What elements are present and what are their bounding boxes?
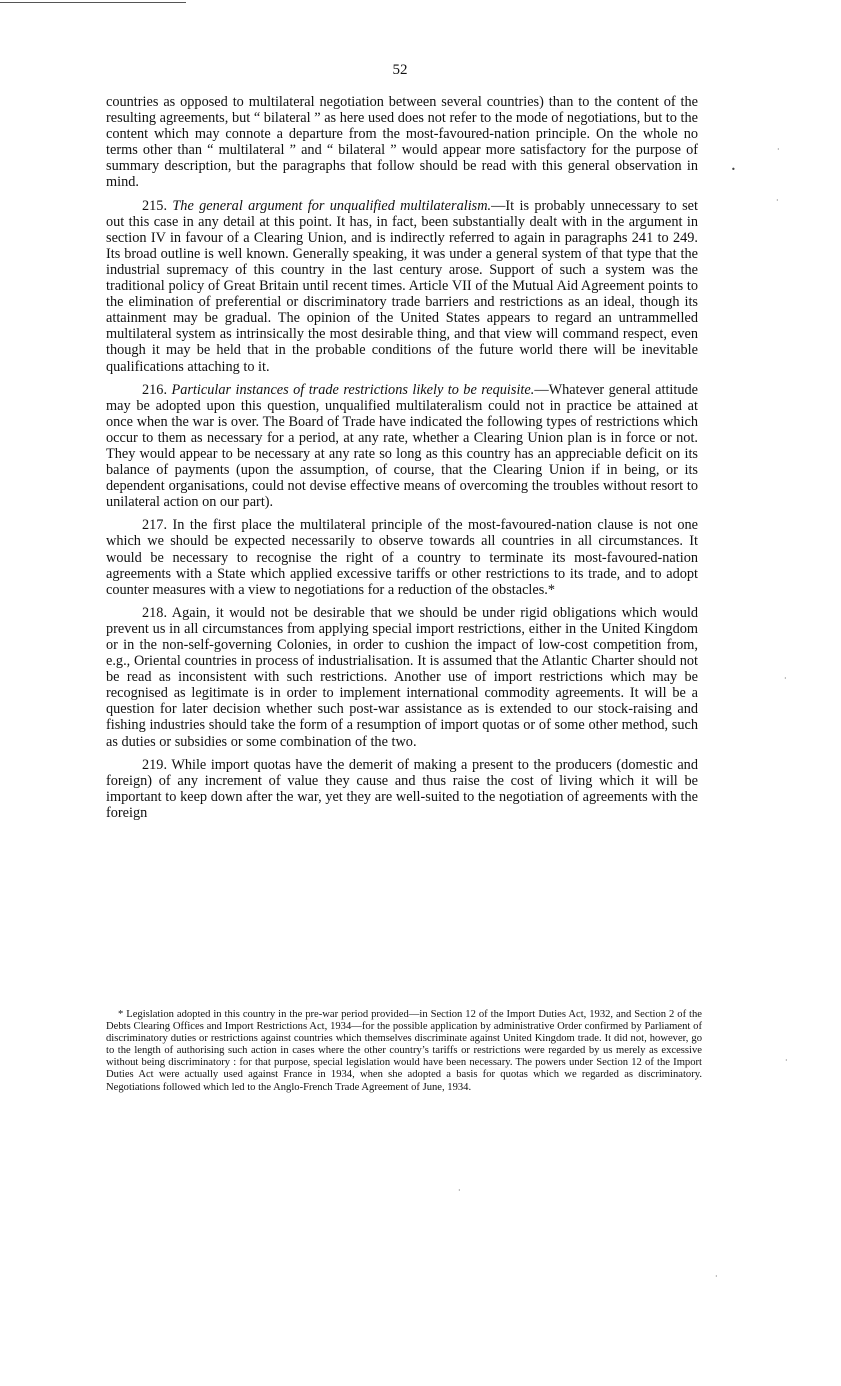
paragraph-218 — [106, 605, 698, 750]
paragraph-number: 218. — [142, 604, 168, 621]
paragraph-text: Again, it would not be desirable that we should be under rigid obligations which would prevent us in all circumstances from applying special import restrictions, either in the United Kingdom or in the non-self-governing Colonies, in order to cushion the impact of low-cost competition from, e.g., Oriental countries in process of industrialisation. It is assumed that the Atlantic Charter should not be read as inconsistent with such restrictions. Another use of import restrictions which may be recognised as legitimate is in order to implement international commodity agreements. It will be a question for later decision whether such post-war assistance as is extended to our stock-raising and fishing industries should take the form of a resumption of import quotas or of some other method, such as duties or subsidies or some combination of the two. — [106, 604, 698, 750]
paragraph-text: —It is probably unnecessary to set out this case in any detail at this point. It has, in fact, been substantially dealt with in the argument in section IV in favour of a Clearing Union, and is indirectly referred to again in paragraphs 241 to 249. Its broad outline is well known. Generally speaking, it was under a general system of that type that the industrial supremacy of this country in the last century arose. Support of such a system was the traditional policy of Great Britain until recent times. Article VII of the Mutual Aid Agreement points to the elimination of preferential or discriminatory trade barriers and restrictions as an ideal, though its attainment may be gradual. The opinion of the United States appears to regard an untrammelled multilateral system as intrinsically the most desirable thing, and that view will command respect, even though it may be held that in the probable conditions of the future world there will be inevitable qualifications attaching to it. — [106, 197, 698, 375]
scan-speck: · — [777, 145, 780, 154]
paragraph-217 — [106, 517, 698, 597]
paragraph-216 — [106, 382, 698, 511]
paragraph-number: 217. — [142, 517, 168, 534]
paragraph-text: While import quotas have the demerit of making a present to the producers (domestic and foreign) of any increment of value they cause and thus raise the cost of living which it will be important to keep down after the war, yet they are well-suited to the negotiation of agreements with the foreign — [106, 756, 698, 821]
paragraph-number: 219. — [142, 756, 168, 773]
paragraph-continuation — [106, 94, 698, 191]
paragraph-text: In the first place the multilateral principle of the most-favoured-nation clause is not one which we should be expected necessarily to observe towards all countries in all circumstances. It would be necessary to recognise the right of a country to terminate its most-favoured-nation agreements with a State which applied excessive tariffs or other restrictions to its trade, and to adopt counter measures with a view to negotiations for a reduction of the obstacles.* — [106, 517, 699, 598]
scan-speck: · — [458, 1186, 461, 1195]
paragraph-text: —Whatever general attitude may be adopted upon this question, unqualified multilateralism could not in practice be attained at once when the war is over. The Board of Trade have indicated the following types of restrictions which occur to them as necessary for a period, at any rate, whether a Clearing Union plan is in force or not. They would appear to be necessary at any rate so long as this country has an appreciable deficit on its balance of payments (upon the assumption, of course, that the Clearing Union if in being, or its dependent organisations, could not devise effective means of overcoming the troubles without resort to unilateral action on our part). — [106, 381, 699, 511]
paragraph-number: 216. — [142, 381, 168, 398]
paragraph-219 — [106, 757, 698, 821]
scan-speck: · — [785, 1056, 788, 1065]
paragraph-number: 215. — [142, 197, 168, 214]
paragraph-heading: The general argument for unqualified multilateralism. — [172, 197, 492, 214]
body-text — [106, 94, 698, 828]
scan-speck: • — [731, 165, 736, 174]
page-number: 52 — [392, 62, 408, 78]
scan-speck: · — [784, 674, 787, 683]
scan-speck: · — [715, 1272, 718, 1281]
scan-speck: · — [776, 196, 779, 205]
footnote: * Legislation adopted in this country in the pre-war period provided—in Section 12 of the Import Duties Act, 1932, and Section 2 of the Debts Clearing Offices and Import Restrictions Act, 1934—for the possible application by administrative Order confirmed by Parliament of discriminatory duties or restrictions against countries which themselves discriminate against United Kingdom trade. It did not, however, go to the length of authorising such action in cases where the other country’s tariffs or restrictions were regarded by us merely as excessive without being discriminatory : for that purpose, special legislation would have been necessary. The powers under Section 12 of the Import Duties Act were actually used against France in 1934, when she adopted a basis for quotas which we regarded as discriminatory. Negotiations followed which led to the Anglo-French Trade Agreement of June, 1934. — [106, 1009, 702, 1093]
paragraph-text: countries as opposed to multilateral negotiation between several countries) than to the content of the resulting agreements, but “ bilateral ” as here used does not refer to the mode of negotiations, but to the content which may connote a departure from the most-favoured-nation principle. On the whole no terms other than “ multilateral ” and “ bilateral ” would appear more satisfactory for the purpose of summary description, but the paragraphs that follow should be read with this general observation in mind. — [106, 94, 698, 191]
corner-rule — [0, 2, 186, 3]
paragraph-heading: Particular instances of trade restrictions likely to be requisite. — [171, 381, 535, 398]
paragraph-215 — [106, 198, 698, 375]
